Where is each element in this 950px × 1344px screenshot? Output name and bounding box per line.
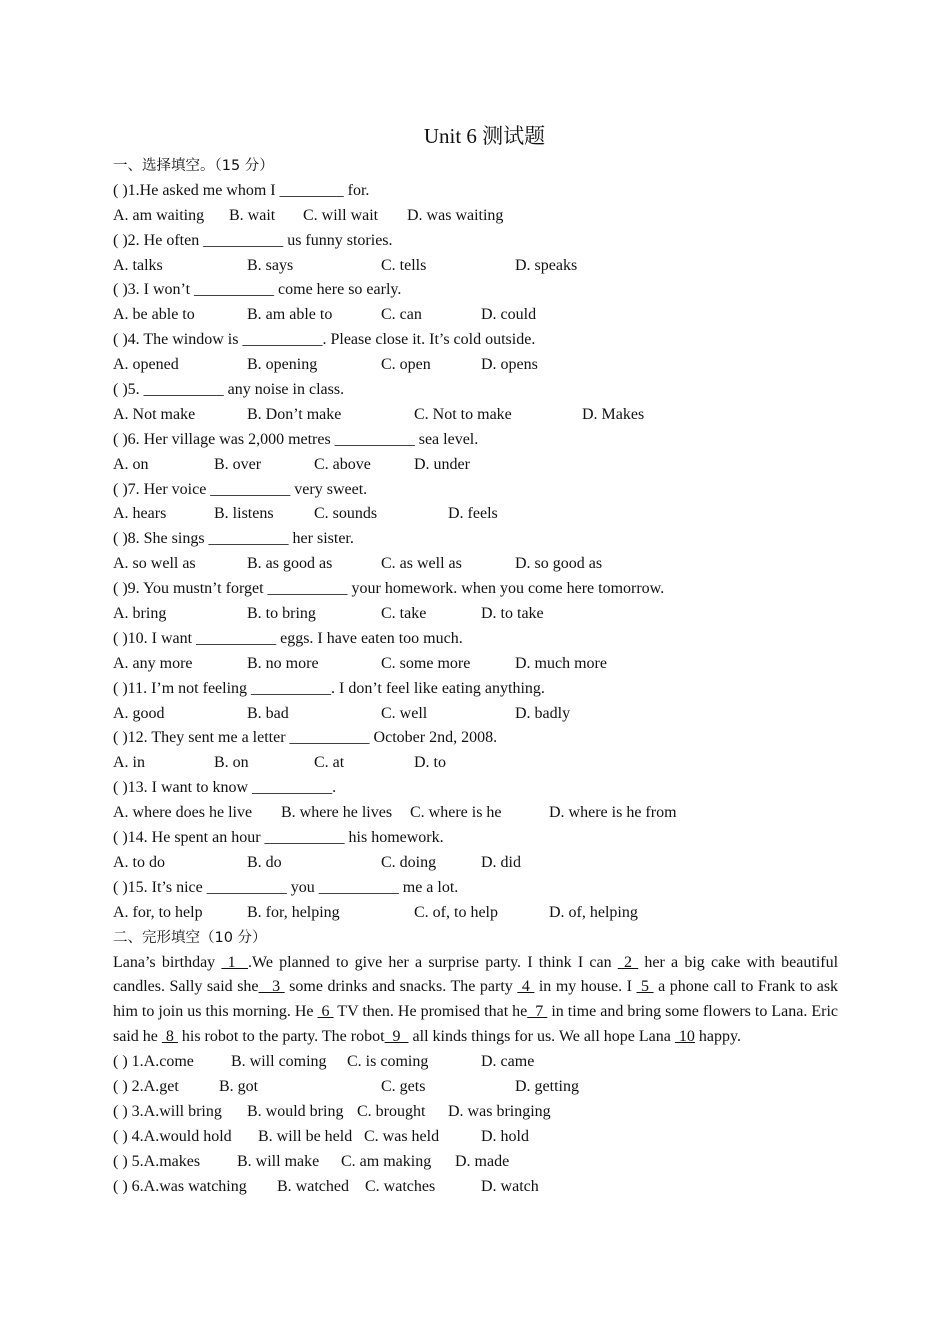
option-d: D. did <box>481 853 521 871</box>
option-b: B. no more <box>247 654 319 672</box>
option-d: D. where is he from <box>549 804 677 822</box>
cloze-blank: 7 <box>527 1003 548 1021</box>
option-a: A. to do <box>113 853 165 871</box>
cloze-blank: 8 <box>161 1028 178 1046</box>
cloze-blank: 6 <box>317 1003 334 1021</box>
option-d: D. badly <box>515 704 571 722</box>
cloze-question-2 <box>113 1075 838 1100</box>
option-a: A. be able to <box>113 306 195 324</box>
option-b: B. to bring <box>247 605 316 623</box>
option-c: C. above <box>314 455 371 473</box>
passage-text: TV then. He promised that he <box>333 1003 528 1021</box>
option-c: C. at <box>314 754 345 772</box>
option-a: A. for, to help <box>113 903 203 921</box>
question-12-stem: ( )12. They sent me a letter __________ October 2nd, 2008. <box>113 729 498 747</box>
cloze-passage <box>113 951 838 1051</box>
question-10-stem: ( )10. I want __________ eggs. I have eaten too much. <box>113 629 463 647</box>
option-b: B. watched <box>277 1177 349 1195</box>
question-14-stem: ( )14. He spent an hour __________ his homework. <box>113 829 444 847</box>
cloze-question-1 <box>113 1050 838 1075</box>
option-c: C. is coming <box>347 1053 429 1071</box>
option-c: C. am making <box>341 1152 432 1170</box>
question-8-options <box>113 552 838 577</box>
question-15-stem: ( )15. It’s nice __________ you __________ me a lot. <box>113 878 459 896</box>
option-d: D. getting <box>515 1078 579 1096</box>
cloze-question-stem: ( ) 2.A.get <box>113 1078 179 1096</box>
option-a: A. hears <box>113 505 167 523</box>
cloze-question-stem: ( ) 5.A.makes <box>113 1152 201 1170</box>
cloze-blank: 10 <box>674 1028 695 1046</box>
option-a: A. where does he live <box>113 804 253 822</box>
passage-text: happy. <box>694 1028 741 1046</box>
option-d: D. speaks <box>515 256 578 274</box>
question-2-stem: ( )2. He often __________ us funny stories. <box>113 231 393 249</box>
option-d: D. came <box>481 1053 535 1071</box>
option-b: B. bad <box>247 704 289 722</box>
option-c: C. take <box>381 605 427 623</box>
option-d: D. could <box>481 306 537 324</box>
option-b: B. am able to <box>247 306 333 324</box>
option-c: C. Not to make <box>414 405 512 423</box>
option-b: B. got <box>219 1078 259 1096</box>
question-1-stem: ( )1.He asked me whom I ________ for. <box>113 181 370 199</box>
page-title: Unit 6 测试题 <box>423 124 546 148</box>
option-d: D. watch <box>481 1177 539 1195</box>
option-b: B. for, helping <box>247 903 340 921</box>
option-c: C. as well as <box>381 555 462 573</box>
option-a: A. so well as <box>113 555 196 573</box>
option-a: A. Not make <box>113 405 196 423</box>
option-c: C. brought <box>357 1102 426 1120</box>
option-d: D. to <box>414 754 446 772</box>
question-5-options <box>113 403 838 428</box>
option-a: A. any more <box>113 654 193 672</box>
document-page <box>113 118 838 1199</box>
question-1-options <box>113 204 838 229</box>
cloze-blank: 2 <box>617 953 639 971</box>
option-c: C. was held <box>364 1127 440 1145</box>
option-d: D. under <box>414 455 470 473</box>
cloze-blank: 5 <box>636 978 654 996</box>
option-d: D. was waiting <box>407 206 504 224</box>
option-b: B. will coming <box>231 1053 327 1071</box>
option-d: D. of, helping <box>549 903 638 921</box>
cloze-blank: 4 <box>517 978 535 996</box>
question-6-stem: ( )6. Her village was 2,000 metres __________ sea level. <box>113 430 479 448</box>
cloze-question-3 <box>113 1100 838 1125</box>
cloze-question-6 <box>113 1175 838 1200</box>
option-c: C. open <box>381 356 431 374</box>
option-a: A. on <box>113 455 149 473</box>
question-12-options <box>113 751 838 776</box>
cloze-question-5 <box>113 1150 838 1175</box>
passage-text: all kinds things for us. We all hope Lana <box>408 1028 675 1046</box>
option-d: D. to take <box>481 605 544 623</box>
question-2-options <box>113 254 838 279</box>
question-6-options <box>113 453 838 478</box>
option-c: C. of, to help <box>414 903 498 921</box>
option-c: C. some more <box>381 654 471 672</box>
question-7-options <box>113 502 838 527</box>
question-13-options <box>113 801 838 826</box>
option-b: B. will make <box>237 1152 320 1170</box>
question-10-options <box>113 652 838 677</box>
option-c: C. doing <box>381 853 437 871</box>
option-b: B. wait <box>229 206 276 224</box>
question-11-options <box>113 702 838 727</box>
section2-heading: 二、完形填空（10 分） <box>113 929 267 946</box>
option-b: B. do <box>247 853 282 871</box>
option-a: A. bring <box>113 605 167 623</box>
passage-text: Lana’s birthday <box>113 953 222 971</box>
option-c: C. gets <box>381 1078 426 1096</box>
question-3-stem: ( )3. I won’t __________ come here so early. <box>113 281 402 299</box>
option-a: A. am waiting <box>113 206 205 224</box>
option-c: C. sounds <box>314 505 378 523</box>
passage-text: her a big cake with beautiful candles. Sally said she <box>113 953 839 996</box>
question-14-options <box>113 851 838 876</box>
question-4-stem: ( )4. The window is __________. Please close it. It’s cold outside. <box>113 331 536 349</box>
option-b: B. over <box>214 455 262 473</box>
question-15-options <box>113 901 838 926</box>
option-d: D. hold <box>481 1127 529 1145</box>
cloze-question-4 <box>113 1125 838 1150</box>
cloze-question-stem: ( ) 3.A.will bring <box>113 1102 222 1120</box>
section1-heading: 一、选择填空。（15 分） <box>113 158 274 174</box>
question-9-stem: ( )9. You mustn’t forget __________ your homework. when you come here tomorrow. <box>113 580 665 598</box>
cloze-question-stem: ( ) 6.A.was watching <box>113 1177 247 1195</box>
option-a: A. opened <box>113 356 179 374</box>
option-c: C. where is he <box>410 804 502 822</box>
section2-questions <box>113 1050 838 1199</box>
option-d: D. so good as <box>515 555 603 573</box>
option-d: D. feels <box>448 505 498 523</box>
option-b: B. would bring <box>247 1102 344 1120</box>
question-13-stem: ( )13. I want to know __________. <box>113 779 337 797</box>
option-c: C. can <box>381 306 422 324</box>
cloze-blank: 1 <box>221 953 249 971</box>
cloze-question-stem: ( ) 1.A.come <box>113 1053 194 1071</box>
option-c: C. well <box>381 704 428 722</box>
section1-questions <box>113 179 838 926</box>
question-5-stem: ( )5. __________ any noise in class. <box>113 381 345 399</box>
question-7-stem: ( )7. Her voice __________ very sweet. <box>113 480 368 498</box>
option-b: B. opening <box>247 356 318 374</box>
question-3-options <box>113 303 838 328</box>
option-c: C. tells <box>381 256 427 274</box>
option-a: A. in <box>113 754 145 772</box>
option-b: B. Don’t make <box>247 405 342 423</box>
cloze-question-stem: ( ) 4.A.would hold <box>113 1127 232 1145</box>
passage-text: some drinks and snacks. The party <box>284 978 518 996</box>
option-b: B. as good as <box>247 555 333 573</box>
option-b: B. where he lives <box>281 804 393 822</box>
passage-text: .We planned to give her a surprise party. I think I can <box>248 953 618 971</box>
option-a: A. talks <box>113 256 163 274</box>
option-d: D. was bringing <box>448 1102 551 1120</box>
question-9-options <box>113 602 838 627</box>
option-d: D. Makes <box>582 405 645 423</box>
passage-text: a phone call to Frank to ask him to join us this morning. He <box>113 978 839 1021</box>
option-c: C. will wait <box>303 206 379 224</box>
option-b: B. on <box>214 754 249 772</box>
passage-text: his robot to the party. The robot <box>177 1028 385 1046</box>
cloze-blank: 9 <box>384 1028 409 1046</box>
option-d: D. much more <box>515 654 607 672</box>
question-4-options <box>113 353 838 378</box>
passage-text: in time and bring some flowers to Lana. Eric said he <box>113 1003 839 1046</box>
option-d: D. made <box>455 1152 510 1170</box>
option-d: D. opens <box>481 356 538 374</box>
question-8-stem: ( )8. She sings __________ her sister. <box>113 530 354 548</box>
passage-text: in my house. I <box>534 978 637 996</box>
option-b: B. listens <box>214 505 274 523</box>
cloze-blank: 3 <box>258 978 285 996</box>
option-b: B. will be held <box>258 1127 353 1145</box>
option-b: B. says <box>247 256 294 274</box>
option-a: A. good <box>113 704 165 722</box>
question-11-stem: ( )11. I’m not feeling __________. I don’t feel like eating anything. <box>113 679 545 697</box>
option-c: C. watches <box>365 1177 436 1195</box>
